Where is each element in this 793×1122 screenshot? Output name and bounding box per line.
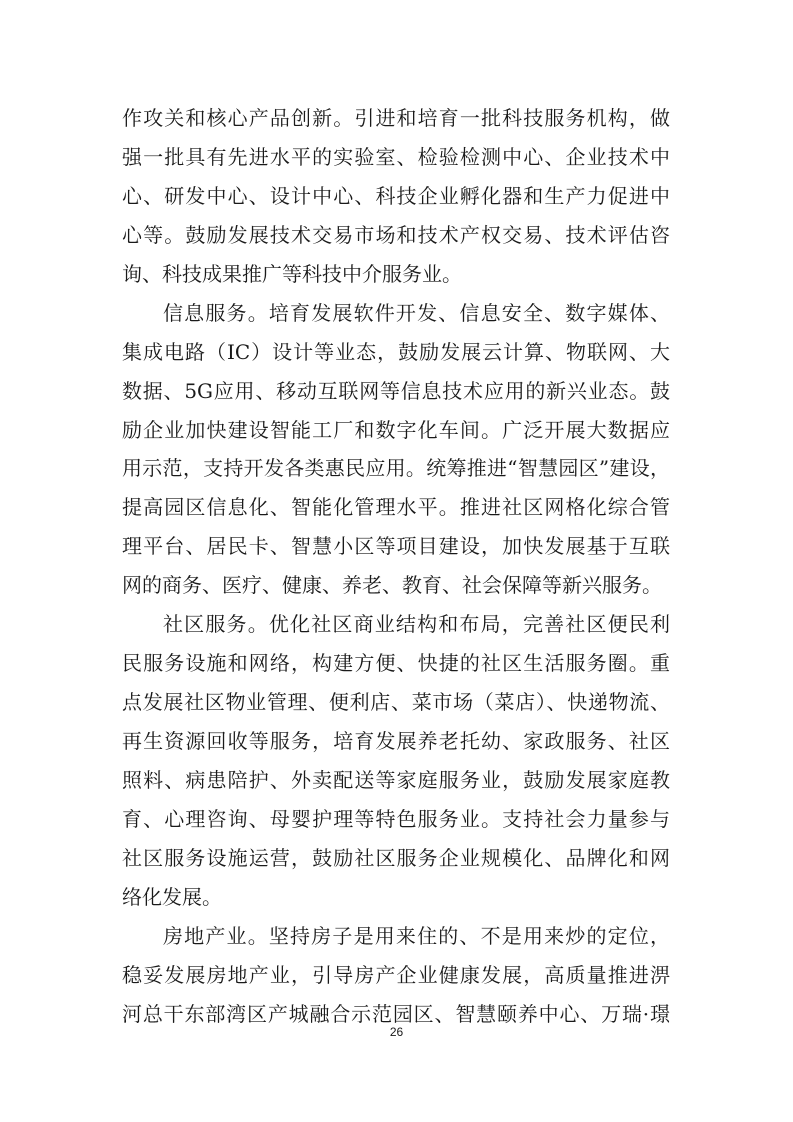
text-line: 照料、病患陪护、外卖配送等家庭服务业，鼓励发展家庭教: [122, 767, 670, 792]
text-line: 提高园区信息化、智能化管理水平。推进社区网格化综合管: [122, 495, 670, 520]
text-line: 民服务设施和网络，构建方便、快捷的社区生活服务圈。重: [122, 651, 670, 676]
text-line: 河总干东部湾区产城融合示范园区、智慧颐养中心、万瑞·璟: [122, 1001, 670, 1026]
text-line: 点发展社区物业管理、便利店、菜市场（菜店）、快递物流、: [122, 690, 670, 715]
text-line: 心等。鼓励发展技术交易市场和技术产权交易、技术评估咨: [122, 222, 670, 247]
text-line: 询、科技成果推广等科技中介服务业。: [122, 261, 462, 286]
body-text: [122, 99, 670, 1034]
text-line: 励企业加快建设智能工厂和数字化车间。广泛开展大数据应: [122, 417, 670, 442]
text-line: 强一批具有先进水平的实验室、检验检测中心、企业技术中: [122, 144, 670, 169]
text-line: 育、心理咨询、母婴护理等特色服务业。支持社会力量参与: [122, 806, 670, 831]
text-line: 理平台、居民卡、智慧小区等项目建设，加快发展基于互联: [122, 534, 670, 559]
text-line: 心、研发中心、设计中心、科技企业孵化器和生产力促进中: [122, 183, 670, 208]
text-line: 信息服务。培育发展软件开发、信息安全、数字媒体、: [163, 300, 670, 325]
text-line: 作攻关和核心产品创新。引进和培育一批科技服务机构，做: [122, 106, 670, 130]
text-line: 数据、5G应用、移动互联网等信息技术应用的新兴业态。鼓: [122, 378, 670, 403]
text-line: 络化发展。: [122, 884, 222, 909]
text-line: 网的商务、医疗、健康、养老、教育、社会保障等新兴服务。: [122, 573, 662, 598]
text-line: 集成电路（IC）设计等业态，鼓励发展云计算、物联网、大: [122, 339, 670, 364]
text-line: 用示范，支持开发各类惠民应用。统筹推进“智慧园区”建设，: [122, 456, 670, 481]
text-line: 社区服务设施运营，鼓励社区服务企业规模化、品牌化和网: [122, 845, 670, 870]
text-line: 房地产业。坚持房子是用来住的、不是用来炒的定位，: [163, 923, 670, 948]
text-line: 稳妥发展房地产业，引导房产企业健康发展，高质量推进淠: [122, 962, 670, 987]
page-number: 26: [389, 1025, 404, 1039]
text-line: 社区服务。优化社区商业结构和布局，完善社区便民利: [163, 612, 670, 637]
text-line: 再生资源回收等服务，培育发展养老托幼、家政服务、社区: [122, 729, 670, 753]
